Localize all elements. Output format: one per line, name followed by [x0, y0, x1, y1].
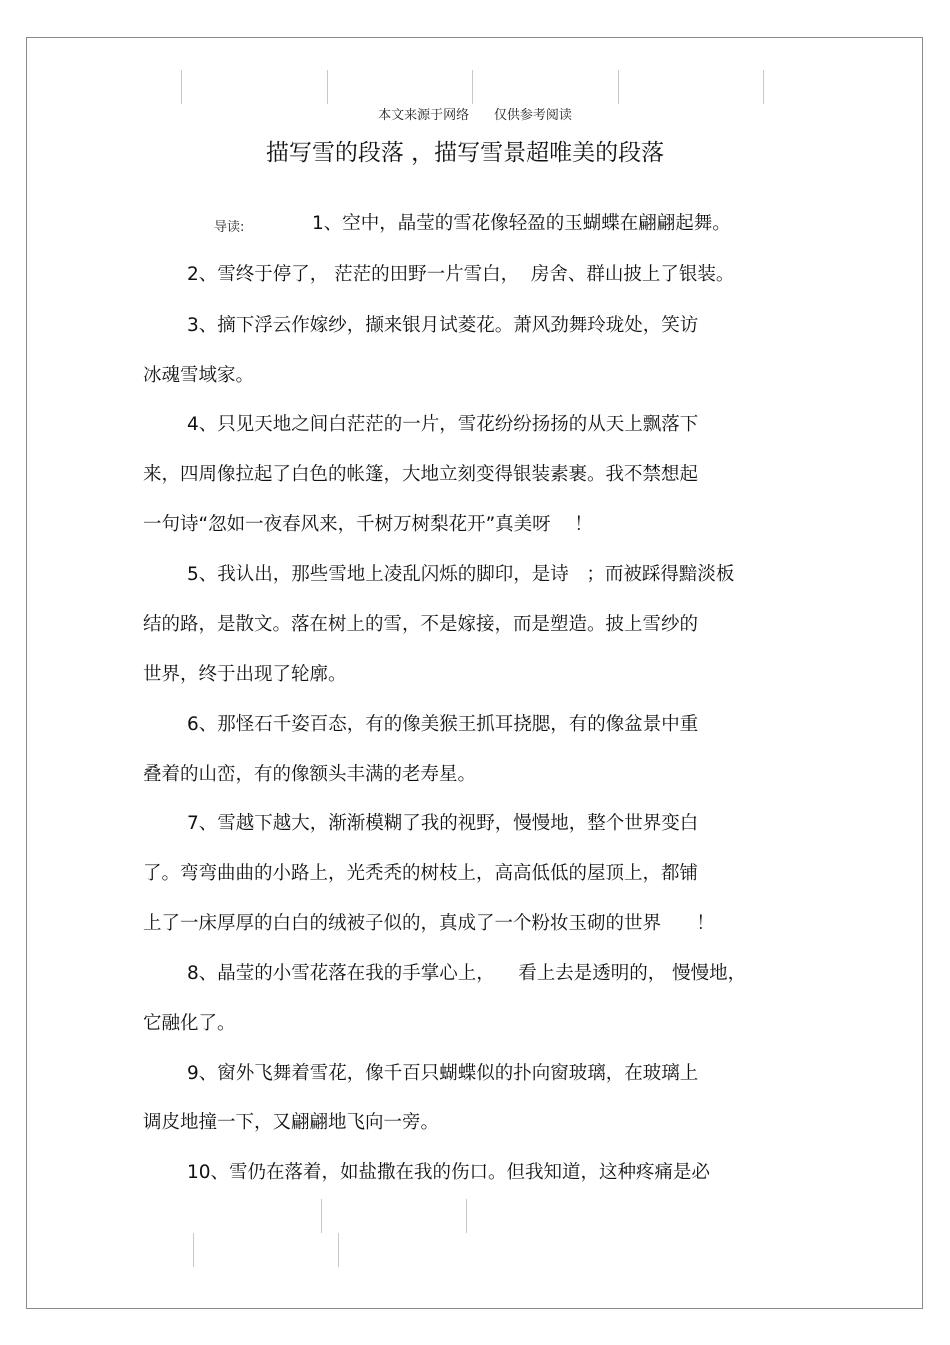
top-tick-1: [181, 70, 182, 104]
text-line-10: 世界，终于出现了轮廓。: [143, 664, 347, 685]
text-line-9: 结的路，是散文。落在树上的雪，不是嫁接，而是塑造。披上雪纱的: [143, 614, 699, 635]
text-line-5: 4、只见天地之间白茫茫的一片，雪花纷纷扬扬的从天上飘落下: [187, 414, 699, 435]
text-line-8: 5、我认出，那些雪地上凌乱闪烁的脚印，是诗 ；而被踩得黯淡板: [187, 564, 735, 585]
text-line-7: 一句诗“忽如一夜春风来，千树万树梨花开”真美呀 ！: [143, 514, 593, 535]
text-line-20: 10、雪仍在落着，如盐撒在我的伤口。但我知道，这种疼痛是必: [187, 1162, 711, 1183]
text-line-12: 叠着的山峦，有的像额头丰满的老寿星。: [143, 764, 477, 785]
header-note: 本文来源于网络 仅供参考阅读: [378, 108, 572, 123]
bottom-tick-2: [466, 1199, 467, 1233]
text-line-6: 来，四周像拉起了白色的帐篷，大地立刻变得银装素裹。我不禁想起: [143, 464, 699, 485]
bottom-tick-3: [193, 1233, 194, 1267]
text-line-17: 它融化了。: [143, 1013, 236, 1034]
top-tick-5: [763, 70, 764, 104]
text-line-13: 7、雪越下越大，渐渐模糊了我的视野，慢慢地，整个世界变白: [187, 813, 699, 834]
text-line-14: 了。弯弯曲曲的小路上，光秃秃的树枝上，高高低低的屋顶上，都铺: [143, 863, 699, 884]
bottom-tick-4: [338, 1233, 339, 1267]
intro-label: 导读:: [214, 220, 245, 235]
text-line-19: 调皮地撞一下，又翩翩地飞向一旁。: [143, 1112, 440, 1133]
top-tick-2: [327, 70, 328, 104]
text-line-11: 6、那怪石千姿百态，有的像美猴王抓耳挠腮，有的像盆景中重: [187, 714, 699, 735]
bottom-tick-1: [321, 1199, 322, 1233]
text-line-18: 9、窗外飞舞着雪花，像千百只蝴蝶似的扑向窗玻璃，在玻璃上: [187, 1063, 699, 1084]
top-tick-3: [472, 70, 473, 104]
text-line-4: 冰魂雪域家。: [143, 365, 255, 386]
text-line-16: 8、晶莹的小雪花落在我的手掌心上， 看上去是透明的， 慢慢地，: [187, 963, 747, 984]
text-line-2: 2、雪终于停了， 茫茫的田野一片雪白， 房舍、群山披上了银装。: [187, 264, 735, 285]
text-line-1: 1、空中，晶莹的雪花像轻盈的玉蝴蝶在翩翩起舞。: [312, 213, 731, 234]
top-tick-4: [618, 70, 619, 104]
text-line-3: 3、摘下浮云作嫁纱，撷来银月试菱花。萧风劲舞玲珑处，笑访: [187, 315, 699, 336]
text-line-15: 上了一床厚厚的白白的绒被子似的，真成了一个粉妆玉砌的世界 ！: [143, 913, 715, 934]
document-title: 描写雪的段落 ，描写雪景超唯美的段落: [265, 140, 665, 166]
